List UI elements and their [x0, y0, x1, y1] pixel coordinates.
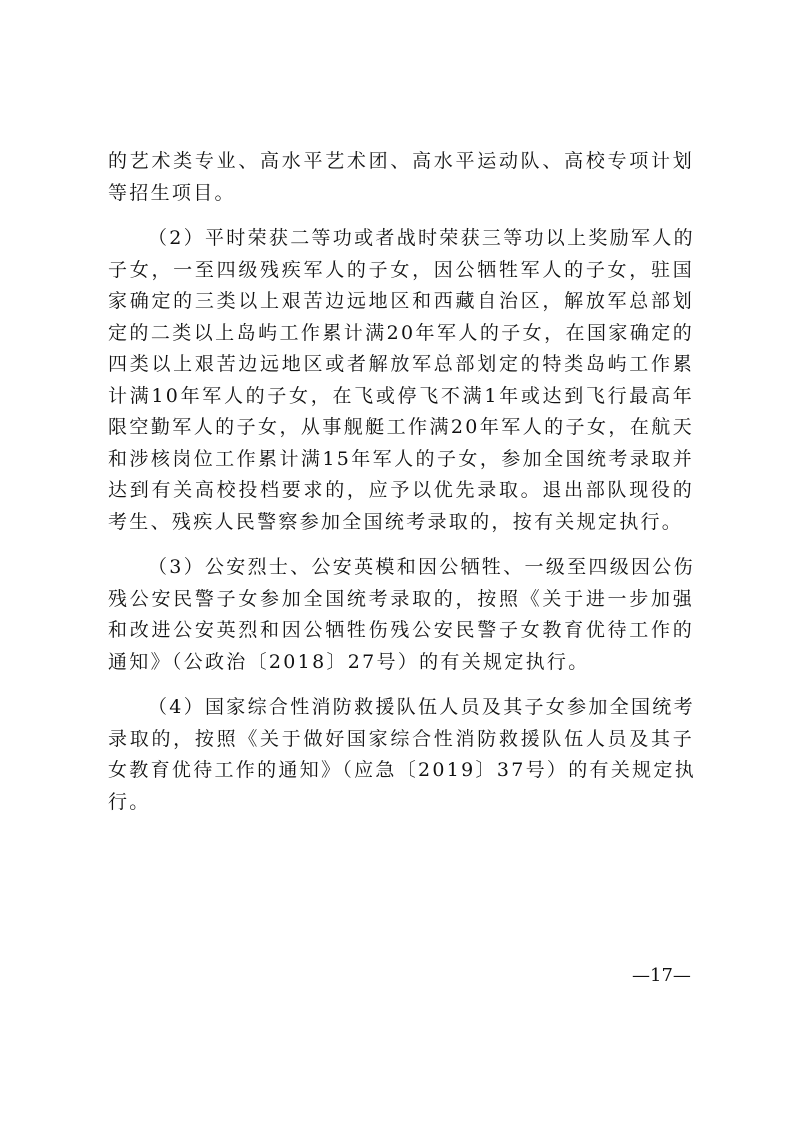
- text-line: 四类以上艰苦边远地区或者解放军总部划定的特类岛屿工作累: [108, 353, 694, 375]
- text-line: 录取的，按照《关于做好国家综合性消防救援队伍人员及其子: [108, 727, 694, 750]
- text-line: 和改进公安英烈和因公牺牲伤残公安民警子女教育优待工作的: [108, 619, 694, 641]
- text-line: 行。: [108, 790, 151, 813]
- document-body: [108, 146, 697, 818]
- paragraph-item-4: [108, 692, 697, 818]
- paragraph-continuation: [108, 146, 694, 209]
- text-line: 的艺术类专业、高水平艺术团、高水平运动队、高校专项计划: [108, 150, 694, 172]
- text-line: 女教育优待工作的通知》（应急〔2019〕37号）的有关规定执: [108, 759, 697, 781]
- text-line: 考生、残疾人民警察参加全国统考录取的，按有关规定执行。: [108, 510, 684, 533]
- text-line: （2）平时荣获二等功或者战时荣获三等功以上奖励军人的: [148, 227, 695, 249]
- text-line: 计满10年军人的子女，在飞或停飞不满1年或达到飞行最高年: [108, 384, 694, 407]
- text-line: 子女，一至四级残疾军人的子女，因公牺牲军人的子女，驻国: [108, 258, 694, 281]
- text-line: 通知》（公政治〔2018〕27号）的有关规定执行。: [108, 650, 590, 673]
- paragraph-item-3: [108, 552, 694, 678]
- paragraph-item-2: [108, 223, 694, 538]
- text-line: （4）国家综合性消防救援队伍人员及其子女参加全国统考: [148, 696, 695, 718]
- text-line: 达到有关高校投档要求的，应予以优先录取。退出部队现役的: [108, 479, 694, 501]
- text-line: （3）公安烈士、公安英模和因公牺牲、一级至四级因公伤: [148, 556, 695, 578]
- text-line: 定的二类以上岛屿工作累计满20年军人的子女，在国家确定的: [108, 321, 694, 344]
- text-line: 和涉核岗位工作累计满15年军人的子女，参加全国统考录取并: [108, 447, 694, 470]
- text-line: 残公安民警子女参加全国统考录取的，按照《关于进一步加强: [108, 587, 694, 610]
- text-line: 等招生项目。: [108, 181, 236, 204]
- page-number: —17—: [632, 965, 691, 986]
- text-line: 限空勤军人的子女，从事舰艇工作满20年军人的子女，在航天: [108, 416, 694, 438]
- text-line: 家确定的三类以上艰苦边远地区和西藏自治区，解放军总部划: [108, 290, 694, 312]
